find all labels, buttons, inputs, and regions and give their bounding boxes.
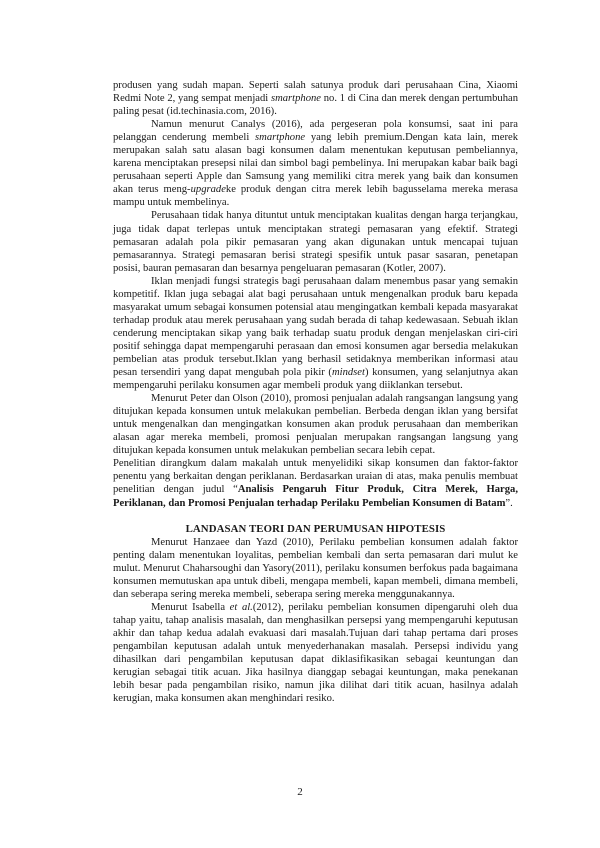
text-run: no. 1 di Cina dan merek dengan pertumbuhan paling pesat (id.techinasia.com, 2016). <box>113 93 519 118</box>
italic-text: smartphone <box>255 132 306 144</box>
text-run: Namun menurut Canalys (2016), ada pergeseran pola konsumsi, saat ini para pelanggan cenderung membeli <box>113 119 518 144</box>
paragraph <box>113 457 518 509</box>
italic-text: upgrade <box>190 184 226 196</box>
paragraph <box>113 601 518 705</box>
body-section-theory <box>113 536 518 706</box>
paragraph <box>113 275 518 392</box>
paragraph <box>113 209 518 274</box>
text-run: Menurut Hanzaee dan Yazd (2010), Perilaku pembelian konsumen adalah faktor penting dalam menentukan loyalitas, pembelian kembali dan serta pemasaran dari mulut ke mulut. Menurut Chaharsoughi dan Yasory(2011), perilaku konsumen berfokus pada bagaimana konsumen memutuskan apa untuk dibeli, mengapa membeli, kapan membeli, dimana membeli, dan seberapa sering mereka membeli, seberapa sering mereka menggunakannya. <box>113 536 518 600</box>
italic-text: et al. <box>229 601 253 613</box>
italic-text: mindset <box>331 367 365 379</box>
text-run: Perusahaan tidak hanya dituntut untuk menciptakan kualitas dengan harga terjangkau, juga tidak dapat terlepas untuk menciptakan strategi pemasaran yang efektif. Strategi pemasaran adalah pola pikir pemasaran yang akan digunakan untuk mencapai tujuan pemasarannya. Strategi pemasaran berisi strategi spesifik untuk pasar sasaran, penetapan posisi, bauran pemasaran dan besarnya pengeluaran pemasaran (Kotler, 2007). <box>113 210 518 274</box>
text-run: ) konsumen, yang selanjutnya akan mempengaruhi perilaku konsumen agar membeli produk yang diiklankan tersebut. <box>113 367 519 392</box>
text-run: Menurut Isabella <box>151 601 230 613</box>
body-section-intro <box>113 79 518 510</box>
paragraph <box>113 392 518 457</box>
italic-text: smartphone <box>270 93 322 105</box>
section-heading: LANDASAN TEORI DAN PERUMUSAN HIPOTESIS <box>185 522 446 535</box>
text-run: ke produk dengan citra merek lebih bagusselama mereka merasa mampu untuk membelinya. <box>113 184 518 209</box>
paragraph <box>113 79 518 118</box>
text-run: ”. <box>505 497 513 509</box>
page-number: 2 <box>297 786 303 798</box>
text-run: Menurut Peter dan Olson (2010), promosi penjualan adalah rangsangan langsung yang ditujukan kepada konsumen untuk melakukan pembelian. Berbeda dengan iklan yang bersifat untuk mengenalkan dan mengingatkan konsumen akan produk perusahaan dan memberikan alasan agar mereka membeli, promosi penjualan merupakan rangsangan langsung yang ditujukan kepada konsumen untuk melakukan pembelian secara lebih cepat. <box>113 393 518 457</box>
paragraph <box>113 536 518 601</box>
text-run: yang lebih premium.Dengan kata lain, merek merupakan salah satu alasan bagi konsumen dalam menentukan keputusan pembeliannya, karena menciptakan presepsi nilai dan simbol bagi pembelinya. Ini merupakan kabar baik bagi perusahaan seperti Apple dan Samsung yang memiliki citra merek yang baik dan konsumen akan terus meng- <box>113 132 518 196</box>
paragraph <box>113 118 518 209</box>
bold-title-text: Analisis Pengaruh Fitur Produk, Citra Merek, Harga, Periklanan, dan Promosi Penjualan terhadap Perilaku Pembelian Konsumen di Batam <box>113 484 518 509</box>
document-page <box>113 79 518 705</box>
text-run: (2012), perilaku pembelian konsumen dipengaruhi oleh dua tahap yaitu, tahap analisis masalah, dan menghasilkan persepsi yang mempengaruhi keputusan akhir dan tahap kedua adalah evakuasi dari masalah.Tujuan dari tahap pertama dari proses pengambilan keputusan adalah untuk menyederhanakan masalah. Persepsi individu yang dihasilkan dari pengambilan keputusan dapat diklasifikasikan sebagai keuntungan dan kerugian sebagai titik acuan. Jika hasilnya dianggap sebagai keuntungan, maka penekanan lebih besar pada pengambilan risiko, namun jika dilihat dari titik acuan, hasilnya adalah kerugian, maka konsumen akan menghindari resiko. <box>113 601 518 705</box>
text-run: Iklan menjadi fungsi strategis bagi perusahaan dalam menembus pasar yang semakin kompetitif. Iklan juga sebagai alat bagi perusahaan untuk mengenalkan produk baru kepada masyarakat umum sebagai konsumen potensial atau mengingatkan kembali kepada masyarakat terhadap produk atau merek perusahaan yang sudah berada di tahap kedewasaan. Sebuah iklan cenderung menciptakan sikap yang baik terhadap suatu produk dengan menjelaskan ciri-ciri positif sehingga dapat mempengaruhi perasaan dan emosi konsumen agar bersedia melakukan pembelian atas produk tersebut.Iklan yang berhasil setidaknya memberikan informasi atau pesan tersendiri yang dapat mengubah pola pikir ( <box>113 275 518 379</box>
text-run: Penelitian dirangkum dalam makalah untuk menyelidiki sikap konsumen dan faktor-faktor penentu yang berkaitan dengan periklanan. Berdasarkan uraian di atas, maka penulis membuat penelitian dengan judul “ <box>113 458 518 496</box>
text-run: produsen yang sudah mapan. Seperti salah satunya produk dari perusahaan Cina, Xiaomi Redmi Note 2, yang sempat menjadi <box>113 80 518 105</box>
